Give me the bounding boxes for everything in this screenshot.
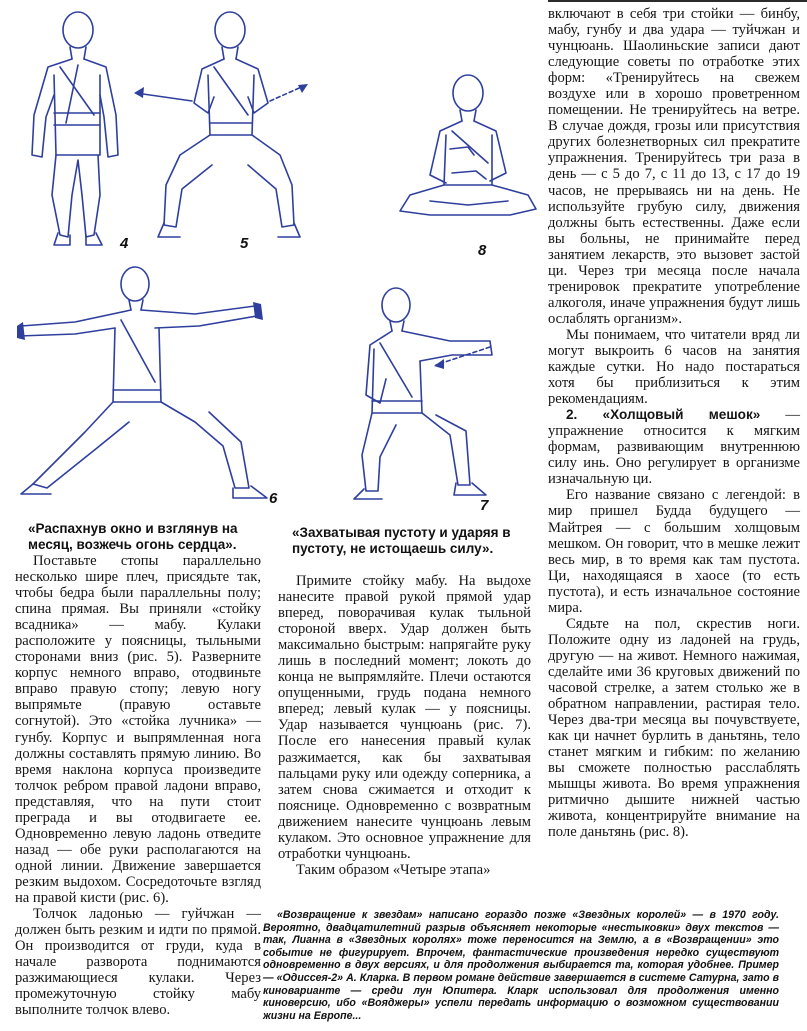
top-rule <box>548 0 807 2</box>
figure-number: 5 <box>240 235 249 252</box>
column-right <box>548 6 800 840</box>
footnote <box>263 909 779 1022</box>
figure-number: 4 <box>120 235 129 252</box>
paragraph: 2. «Холщовый мешок» — упражнение относится к мягким формам, развивающим внутреннюю силу инь. Оно регулирует в организме изначальную ци. <box>548 407 800 488</box>
footnote-text: «Возвращение к звездам» написано гораздо позже «Звездных королей» — в 1970 году. Вероятно, двадцатилетний разрыв объясняет некоторые «нестыковки» двух текстов — так, Лианна в «Звездных королях» тоже переносится на Землю, а в «Возвращении» это событие не фигурирует. Впрочем, фантастические произведения нередко существуют одновременно в двух версиях, и для продолжения выбирается та, которая удобнее. Пример — «Одиссея-2» А. Кларка. В первом романе действие завершается в системе Сатурна, зато в киноварианте — среди лун Юпитера. Кларк использовал для продолжения именно киноверсию, ибо «Вояджеры» успели передать информацию о возможном существовании жизни на Европе... <box>263 909 779 1022</box>
figure-number: 8 <box>478 242 487 259</box>
paragraph: Мы понимаем, что читатели вряд ли могут выкроить 6 часов на занятия каждые сутки. Но надо постараться хотя бы приблизиться к этим рекомендациям. <box>548 326 800 408</box>
paragraph: Его название связано с легендой: в мир пришел Будда будущего — Майтрея — с большим холщовым мешком. Он говорит, что в мешке лежит весь мир, в то время как там пустота. Ци, находящаяся в хаосе (то есть пустота), и есть изначальное состояние мира. <box>548 487 800 616</box>
figure-7-drawing <box>340 285 515 517</box>
figure-6-bow-stance <box>5 262 285 507</box>
paragraph: Таким образом «Четыре этапа» <box>296 861 491 878</box>
figure-4-drawing <box>20 5 125 250</box>
paragraph: включают в себя три стойки — бинбу, мабу, гунбу и два удара — туйчжан и чунцюань. Шаолиньские записи дают следующие советы по отработке этих форм: «Тренируйтесь на свежем воздухе или в хорошо проветренном помещении. Не тренируйтесь на ветре. В случае дождя, грозы или присутствия других болезнетворных сил прекратите упражнения. Тренируйтесь три раза в день — с 5 до 7, с 11 до 13, с 17 до 19 часов, не прерываясь ни на день. Не используйте грубую силу, движения должны быть естественны. Даже если вы больны, не принимайте перед занятием лекарств, это вызовет застой ци. Через три месяца после начала тренировок прекратите употребление алкоголя, иначе упражнения будут лишь ослаблять организм». <box>548 6 800 327</box>
paragraph: Толчок ладонью — гуйчжан — должен быть резким и идти по прямой. Он производится от груди, куда в начале разворота поднимаются разжимающиеся кулаки. Через промежуточную стойку мабу выполните толчок влево. <box>15 906 261 1019</box>
figure-8-drawing <box>390 55 550 260</box>
column-middle <box>278 573 531 878</box>
figure-7-punch <box>340 285 515 517</box>
figure-6-drawing <box>5 262 285 507</box>
caption-left: «Распахнув окно и взглянув на месяц, возжечь огонь сердца». <box>28 521 238 552</box>
figure-number: 7 <box>480 497 489 514</box>
figure-5-drawing <box>130 5 310 250</box>
figure-8-seated <box>390 55 550 260</box>
figure-number: 6 <box>269 490 278 507</box>
paragraph: Сядьте на пол, скрестив ноги. Положите одну из ладоней на грудь, другую — на живот. Немного нажимая, сделайте ими 36 круговых движений по часовой стрелке, а затем столько же в обратном направлении, растирая тело. Через два-три месяца вы почувствуете, как ци начнет бурлить в даньтянь, тело станет мягким и гибким: по желанию вы сможете полностью расслаблять мышцы живота. Во время упражнения ритмично дышите нижней частью живота, концентрируйте внимание на поле даньтянь (рис. 8). <box>548 615 800 841</box>
paragraph: Примите стойку мабу. На выдохе нанесите правой рукой прямой удар вперед, поворачивая кулак тыльной стороной вверх. Удар должен быть максимально быстрым: напрягайте руку лишь в последний момент; локоть до конца не выпрямляйте. Плечи остаются опущенными, грудь подана немного вперед; левый кулак — у поясницы. Удар называется чунцюань (рис. 7). После его нанесения правый кулак разжимается, как бы захватывая пальцами руку или одежду соперника, а затем снова сжимается и отходит к пояснице. Одновременно с возвратным движением нанесите чунцюань левым кулаком. Это основное упражнение для отработки чунцюань. <box>278 573 531 862</box>
column-left <box>15 553 261 1018</box>
caption-middle: «Захватывая пустоту и ударяя в пустоту, не истощаешь силу». <box>292 525 511 556</box>
section-heading: 2. «Холщовый мешок» <box>566 407 761 423</box>
paragraph: Поставьте стопы параллельно несколько шире плеч, присядьте так, чтобы бедра были параллельны полу; спина прямая. Вы приняли «стойку всадника» — мабу. Кулаки расположите у поясницы, тыльными сторонами вниз (рис. 5). Разверните корпус немного вправо, отодвиньте вправо правую стопу; левую ногу выпрямьте (правую оставьте согнутой). Это «стойка лучника» — гунбу. Корпус и выпрямленная нога должны составлять прямую линию. Во время наклона корпуса произведите толчок ребром правой ладони вправо, представляя, что на пути стоит преграда и вы отодвигаете ее. Одновременно левую ладонь отведите назад — обе руки располагаются на одной линии. Движение завершается резким выдохом. Сосредоточьте взгляд на правой кисти (рис. 6). <box>15 553 261 906</box>
figure-5-horse-stance <box>130 5 310 250</box>
figure-4-standing <box>20 5 129 252</box>
